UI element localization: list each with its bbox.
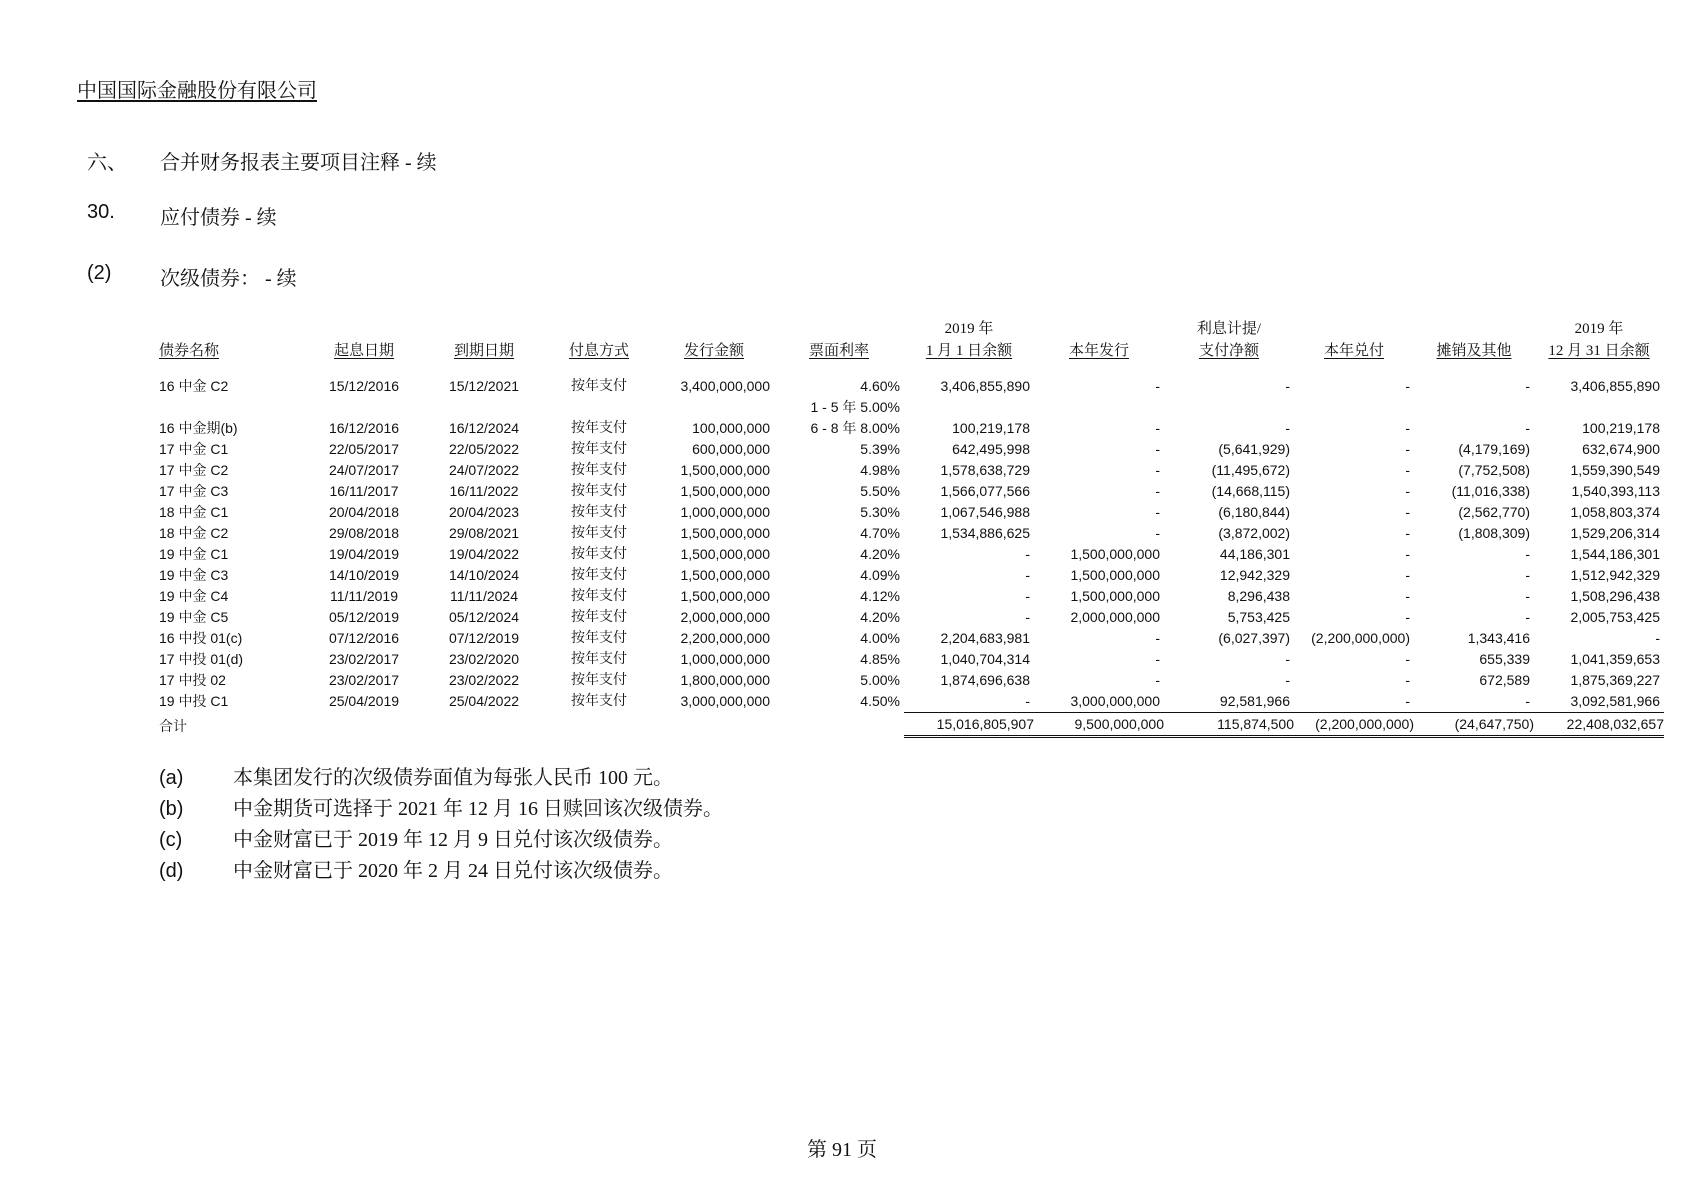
col-issued: 本年发行 [1068, 343, 1129, 359]
cell-amortization: (7,752,508) [1458, 462, 1530, 478]
cell-coupon-rate: 4.98% [860, 462, 900, 478]
cell-start-date: 23/02/2017 [328, 672, 400, 688]
cell-coupon-rate: 5.39% [860, 441, 900, 457]
cell-interest-net: (14,668,115) [1211, 483, 1290, 499]
footnote-key: (b) [159, 798, 184, 820]
table-row [159, 607, 1664, 628]
cell-bond-name: 17 中投 02 [159, 672, 226, 688]
cell-payment-method [544, 397, 654, 418]
cell-maturity-date: 19/04/2022 [448, 546, 520, 562]
total-row [159, 712, 1664, 738]
cell-amortization: - [1525, 567, 1530, 583]
cell-payment-method: 按年支付 [571, 442, 627, 457]
table-row [159, 523, 1664, 544]
cell-coupon-rate: 4.50% [860, 693, 900, 709]
cell-issued-amount: - [1155, 630, 1160, 646]
cell-bond-name: 16 中金 C2 [159, 378, 229, 394]
cell-amortization: - [1525, 420, 1530, 436]
cell-issue-amount: 1,000,000,000 [680, 651, 770, 667]
col-maturity-date: 到期日期 [453, 343, 514, 359]
cell-issue-amount: 3,400,000,000 [680, 378, 770, 394]
cell-redeemed-amount: - [1405, 462, 1410, 478]
cell-open-balance: 1,566,077,566 [940, 483, 1030, 499]
cell-start-date: 22/05/2017 [328, 441, 400, 457]
cell-amortization: - [1525, 588, 1530, 604]
cell-coupon-rate: 4.12% [860, 588, 900, 604]
table-row [159, 376, 1664, 397]
total-amort: (24,647,750) [1414, 712, 1534, 738]
col-payment-method: 付息方式 [568, 343, 629, 359]
cell-payment-method: 按年支付 [571, 652, 627, 667]
cell-bond-name: 19 中金 C1 [159, 546, 229, 562]
cell-start-date [304, 397, 424, 418]
cell-redeemed-amount: - [1405, 567, 1410, 583]
cell-issue-amount: 600,000,000 [692, 441, 770, 457]
cell-interest-net: (5,641,929) [1218, 441, 1290, 457]
cell-issued-amount: - [1155, 378, 1160, 394]
footnote-key: (d) [159, 860, 184, 882]
cell-amortization: - [1525, 546, 1530, 562]
footnote-key: (c) [159, 829, 183, 851]
cell-close-balance: 2,005,753,425 [1570, 609, 1660, 625]
subsection-title: 应付债券 - 续 [160, 207, 277, 229]
cell-redeemed-amount: - [1405, 588, 1410, 604]
footnote-text: 本集团发行的次级债券面值为每张人民币 100 元。 [233, 767, 673, 789]
cell-maturity-date: 23/02/2022 [448, 672, 520, 688]
table-row [159, 649, 1664, 670]
total-open: 15,016,805,907 [904, 712, 1034, 738]
cell-interest-net: 44,186,301 [1219, 546, 1290, 562]
cell-bond-name [159, 397, 304, 418]
cell-issued-amount: 1,500,000,000 [1070, 546, 1160, 562]
cell-coupon-rate: 6 - 8 年 8.00% [810, 420, 900, 436]
cell-close-balance: 1,512,942,329 [1570, 567, 1660, 583]
cell-payment-method: 按年支付 [571, 694, 627, 709]
cell-bond-name: 19 中金 C5 [159, 609, 229, 625]
cell-issued-amount [1034, 397, 1164, 418]
cell-payment-method: 按年支付 [571, 547, 627, 562]
cell-maturity-date: 20/04/2023 [448, 504, 520, 520]
cell-interest-net: - [1285, 651, 1290, 667]
table-row [159, 691, 1664, 712]
cell-start-date: 15/12/2016 [328, 378, 400, 394]
cell-amortization: (4,179,169) [1458, 441, 1530, 457]
cell-maturity-date: 25/04/2022 [448, 693, 520, 709]
cell-maturity-date: 22/05/2022 [448, 441, 520, 457]
item-number: (2) [87, 262, 112, 284]
cell-close-balance: 1,058,803,374 [1570, 504, 1660, 520]
cell-open-balance: 1,578,638,729 [940, 462, 1030, 478]
cell-maturity-date: 15/12/2021 [448, 378, 520, 394]
cell-issue-amount: 1,000,000,000 [680, 504, 770, 520]
cell-bond-name: 18 中金 C1 [159, 504, 229, 520]
col-amortization: 摊销及其他 [1436, 343, 1512, 359]
cell-maturity-date: 11/11/2024 [450, 588, 518, 604]
cell-close-balance: 1,529,206,314 [1570, 525, 1660, 541]
cell-redeemed-amount: - [1405, 504, 1410, 520]
cell-issued-amount: - [1155, 483, 1160, 499]
cell-amortization: (1,808,309) [1458, 525, 1530, 541]
cell-issue-amount: 1,500,000,000 [680, 546, 770, 562]
cell-interest-net: (11,495,672) [1211, 462, 1290, 478]
cell-close-balance: 1,041,359,653 [1570, 651, 1660, 667]
cell-start-date: 25/04/2019 [328, 693, 400, 709]
cell-issued-amount: - [1155, 504, 1160, 520]
col-close-top: 2019 年 [1574, 321, 1624, 337]
cell-open-balance: - [1025, 567, 1030, 583]
cell-amortization: 672,589 [1479, 672, 1530, 688]
cell-close-balance: 1,508,296,438 [1570, 588, 1660, 604]
table-row [159, 460, 1664, 481]
table-row [159, 397, 1664, 418]
cell-close-balance: 3,406,855,890 [1570, 378, 1660, 394]
total-interest: 115,874,500 [1164, 712, 1294, 738]
company-name: 中国国际金融股份有限公司 [77, 80, 317, 102]
table-row [159, 670, 1664, 691]
cell-issued-amount: - [1155, 525, 1160, 541]
cell-start-date: 11/11/2019 [330, 588, 398, 604]
header-row-top [159, 318, 1664, 340]
cell-close-balance [1534, 397, 1664, 418]
cell-interest-net: (6,027,397) [1218, 630, 1290, 646]
cell-coupon-rate: 1 - 5 年 5.00% [810, 399, 900, 415]
cell-interest-net: - [1285, 378, 1290, 394]
cell-start-date: 29/08/2018 [328, 525, 400, 541]
cell-bond-name: 19 中投 C1 [159, 693, 229, 709]
cell-open-balance: 3,406,855,890 [940, 378, 1030, 394]
cell-amortization [1414, 397, 1534, 418]
cell-close-balance: 1,875,369,227 [1570, 672, 1660, 688]
cell-redeemed-amount: (2,200,000,000) [1311, 630, 1410, 646]
cell-issue-amount: 100,000,000 [692, 420, 770, 436]
cell-redeemed-amount [1294, 397, 1414, 418]
cell-payment-method: 按年支付 [571, 379, 627, 394]
cell-issued-amount: 2,000,000,000 [1070, 609, 1160, 625]
table-row [159, 502, 1664, 523]
cell-amortization: (11,016,338) [1451, 483, 1530, 499]
cell-issue-amount: 1,500,000,000 [680, 483, 770, 499]
subordinated-bonds-table [159, 318, 1664, 738]
page-number: 第 91 页 [807, 1139, 877, 1161]
total-redeemed: (2,200,000,000) [1294, 712, 1414, 738]
cell-start-date: 20/04/2018 [328, 504, 400, 520]
item-title: 次级债券： - 续 [160, 268, 297, 290]
cell-interest-net: 8,296,438 [1227, 588, 1290, 604]
cell-amortization: 655,339 [1479, 651, 1530, 667]
cell-close-balance: 632,674,900 [1582, 441, 1660, 457]
table-row [159, 439, 1664, 460]
cell-payment-method: 按年支付 [571, 610, 627, 625]
cell-redeemed-amount: - [1405, 441, 1410, 457]
cell-close-balance: - [1655, 630, 1660, 646]
cell-start-date: 05/12/2019 [328, 609, 400, 625]
cell-coupon-rate: 4.00% [860, 630, 900, 646]
cell-coupon-rate: 4.20% [860, 609, 900, 625]
footnote-key: (a) [159, 767, 184, 789]
cell-payment-method: 按年支付 [571, 589, 627, 604]
col-close-balance: 12 月 31 日余额 [1548, 343, 1650, 359]
cell-close-balance: 100,219,178 [1582, 420, 1660, 436]
cell-interest-net: - [1285, 672, 1290, 688]
subsection-number: 30. [87, 201, 115, 223]
cell-coupon-rate: 4.70% [860, 525, 900, 541]
cell-maturity-date: 23/02/2020 [448, 651, 520, 667]
cell-coupon-rate: 4.60% [860, 378, 900, 394]
cell-issue-amount [654, 397, 774, 418]
cell-payment-method: 按年支付 [571, 421, 627, 436]
cell-payment-method: 按年支付 [571, 568, 627, 583]
cell-payment-method: 按年支付 [571, 526, 627, 541]
table-row [159, 544, 1664, 565]
cell-amortization: - [1525, 609, 1530, 625]
cell-redeemed-amount: - [1405, 420, 1410, 436]
cell-interest-net: (3,872,002) [1218, 525, 1290, 541]
cell-amortization: - [1525, 378, 1530, 394]
cell-coupon-rate: 4.09% [860, 567, 900, 583]
cell-redeemed-amount: - [1405, 378, 1410, 394]
cell-payment-method: 按年支付 [571, 631, 627, 646]
cell-amortization: - [1525, 693, 1530, 709]
cell-issued-amount: - [1155, 672, 1160, 688]
cell-maturity-date: 05/12/2024 [448, 609, 520, 625]
cell-close-balance: 1,559,390,549 [1570, 462, 1660, 478]
cell-open-balance: 1,040,704,314 [940, 651, 1030, 667]
cell-bond-name: 16 中投 01(c) [159, 630, 243, 646]
cell-issue-amount: 1,500,000,000 [680, 525, 770, 541]
cell-redeemed-amount: - [1405, 483, 1410, 499]
footnote-text: 中金期货可选择于 2021 年 12 月 16 日赎回该次级债券。 [233, 798, 723, 820]
cell-redeemed-amount: - [1405, 525, 1410, 541]
table-row [159, 418, 1664, 439]
cell-redeemed-amount: - [1405, 672, 1410, 688]
cell-open-balance: 642,495,998 [952, 441, 1030, 457]
footnote-text: 中金财富已于 2019 年 12 月 9 日兑付该次级债券。 [233, 829, 673, 851]
cell-interest-net: 12,942,329 [1219, 567, 1290, 583]
cell-redeemed-amount: - [1405, 693, 1410, 709]
col-issue-amount: 发行金额 [683, 343, 744, 359]
bond-rows [159, 362, 1664, 712]
cell-coupon-rate: 4.85% [860, 651, 900, 667]
cell-interest-net: (6,180,844) [1218, 504, 1290, 520]
cell-amortization: (2,562,770) [1458, 504, 1530, 520]
cell-issued-amount: 1,500,000,000 [1070, 567, 1160, 583]
cell-bond-name: 17 中金 C3 [159, 483, 229, 499]
cell-interest-net: 5,753,425 [1227, 609, 1290, 625]
cell-open-balance: 1,874,696,638 [940, 672, 1030, 688]
cell-bond-name: 19 中金 C4 [159, 588, 229, 604]
cell-coupon-rate: 5.00% [860, 672, 900, 688]
cell-redeemed-amount: - [1405, 609, 1410, 625]
cell-issued-amount: - [1155, 462, 1160, 478]
cell-start-date: 16/12/2016 [328, 420, 400, 436]
col-interest-top: 利息计提/ [1196, 321, 1262, 337]
cell-start-date: 16/11/2017 [329, 483, 399, 499]
cell-bond-name: 17 中金 C2 [159, 462, 229, 478]
total-issued: 9,500,000,000 [1034, 712, 1164, 738]
cell-start-date: 14/10/2019 [328, 567, 400, 583]
cell-maturity-date: 16/11/2022 [449, 483, 519, 499]
cell-interest-net: - [1285, 420, 1290, 436]
cell-issue-amount: 2,000,000,000 [680, 609, 770, 625]
cell-open-balance: - [1025, 588, 1030, 604]
cell-open-balance: 2,204,683,981 [940, 630, 1030, 646]
col-redeemed: 本年兑付 [1323, 343, 1384, 359]
cell-maturity-date: 16/12/2024 [448, 420, 520, 436]
cell-bond-name: 19 中金 C3 [159, 567, 229, 583]
total-close: 22,408,032,657 [1534, 712, 1664, 738]
table-row [159, 628, 1664, 649]
cell-start-date: 24/07/2017 [328, 462, 400, 478]
cell-interest-net: 92,581,966 [1219, 693, 1290, 709]
cell-open-balance: - [1025, 693, 1030, 709]
cell-start-date: 07/12/2016 [328, 630, 400, 646]
cell-maturity-date: 14/10/2024 [448, 567, 520, 583]
cell-open-balance: - [1025, 609, 1030, 625]
cell-issued-amount: - [1155, 420, 1160, 436]
section-number: 六、 [87, 152, 127, 174]
cell-issue-amount: 1,500,000,000 [680, 567, 770, 583]
cell-maturity-date [424, 397, 544, 418]
cell-issued-amount: 3,000,000,000 [1070, 693, 1160, 709]
col-open-top: 2019 年 [944, 321, 994, 337]
cell-coupon-rate: 4.20% [860, 546, 900, 562]
cell-bond-name: 17 中金 C1 [159, 441, 229, 457]
cell-close-balance: 1,544,186,301 [1570, 546, 1660, 562]
cell-issued-amount: - [1155, 441, 1160, 457]
cell-open-balance: 100,219,178 [952, 420, 1030, 436]
col-start-date: 起息日期 [333, 343, 394, 359]
cell-issue-amount: 3,000,000,000 [680, 693, 770, 709]
section-title: 合并财务报表主要项目注释 - 续 [160, 152, 437, 174]
table-row [159, 481, 1664, 502]
footnote-text: 中金财富已于 2020 年 2 月 24 日兑付该次级债券。 [233, 860, 673, 882]
cell-close-balance: 1,540,393,113 [1571, 483, 1660, 499]
cell-start-date: 23/02/2017 [328, 651, 400, 667]
cell-payment-method: 按年支付 [571, 505, 627, 520]
cell-redeemed-amount: - [1405, 546, 1410, 562]
header-row [159, 340, 1664, 362]
cell-amortization: 1,343,416 [1467, 630, 1530, 646]
cell-bond-name: 17 中投 01(d) [159, 651, 244, 667]
cell-coupon-rate: 5.50% [860, 483, 900, 499]
table-row [159, 586, 1664, 607]
table-row [159, 565, 1664, 586]
cell-maturity-date: 29/08/2021 [448, 525, 520, 541]
cell-maturity-date: 07/12/2019 [448, 630, 520, 646]
cell-close-balance: 3,092,581,966 [1570, 693, 1660, 709]
cell-issue-amount: 1,800,000,000 [680, 672, 770, 688]
cell-bond-name: 18 中金 C2 [159, 525, 229, 541]
cell-open-balance: 1,534,886,625 [940, 525, 1030, 541]
cell-coupon-rate: 5.30% [860, 504, 900, 520]
col-bond-name: 债券名称 [159, 343, 220, 359]
cell-interest-net [1164, 397, 1294, 418]
cell-issued-amount: 1,500,000,000 [1070, 588, 1160, 604]
cell-start-date: 19/04/2019 [328, 546, 400, 562]
cell-issued-amount: - [1155, 651, 1160, 667]
col-interest-net: 支付净额 [1198, 343, 1259, 359]
cell-payment-method: 按年支付 [571, 673, 627, 688]
cell-open-balance: - [1025, 546, 1030, 562]
cell-open-balance: 1,067,546,988 [940, 504, 1030, 520]
cell-payment-method: 按年支付 [571, 484, 627, 499]
cell-issue-amount: 1,500,000,000 [680, 588, 770, 604]
cell-open-balance [904, 397, 1034, 418]
col-coupon-rate: 票面利率 [808, 343, 869, 359]
total-label: 合计 [159, 720, 187, 735]
cell-redeemed-amount: - [1405, 651, 1410, 667]
cell-issue-amount: 1,500,000,000 [680, 462, 770, 478]
col-open-balance: 1 月 1 日余额 [925, 343, 1013, 359]
cell-maturity-date: 24/07/2022 [448, 462, 520, 478]
cell-issue-amount: 2,200,000,000 [680, 630, 770, 646]
cell-payment-method: 按年支付 [571, 463, 627, 478]
cell-bond-name: 16 中金期(b) [159, 420, 238, 436]
